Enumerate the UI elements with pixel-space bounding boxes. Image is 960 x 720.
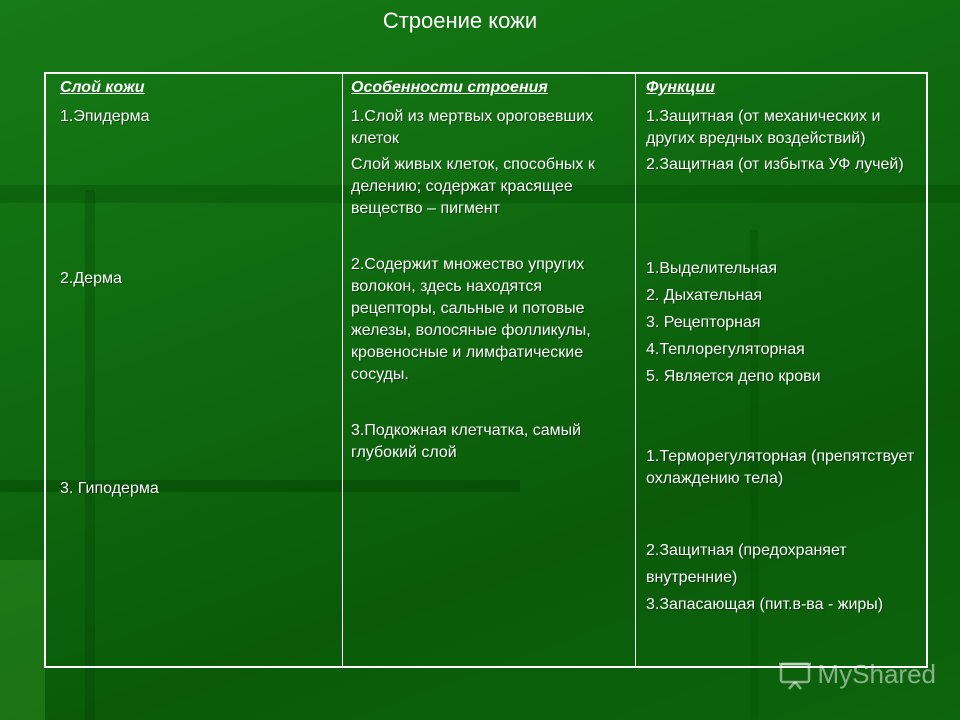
layer-epidermis: 1.Эпидерма: [60, 108, 150, 125]
layer-dermis: 2.Дерма: [60, 270, 122, 287]
function-hypodermis-1: 1.Терморегуляторная (препятствует охлаждению тела): [646, 448, 915, 487]
function-dermis-2: 2. Дыхательная: [646, 287, 763, 304]
watermark-text: MyShared: [817, 659, 936, 689]
presentation-icon: [778, 660, 812, 690]
function-dermis-4: 4.Теплорегуляторная: [646, 341, 805, 358]
header-functions: Функции: [646, 79, 716, 96]
function-hypodermis-2a: 2.Защитная (предохраняет: [646, 542, 847, 559]
header-structure: Особенности строения: [351, 79, 548, 96]
structure-dermis: 2.Содержит множество упругих волокон, здесь находятся рецепторы, сальные и потовые железы, волосяные фолликулы, кровеносные и лимфатические сосуды.: [351, 256, 591, 383]
watermark: [778, 659, 937, 690]
column-functions: [636, 74, 926, 666]
structure-epidermis-1: 1.Слой из мертвых ороговевших клеток: [351, 108, 594, 147]
function-epidermis-2: 2.Защитная (от избытка УФ лучей): [646, 156, 904, 173]
structure-epidermis-2: Слой живых клеток, способных к делению; содержат красящее вещество – пигмент: [351, 156, 595, 217]
slide-title: Строение кожи: [382, 8, 538, 33]
background-stripe: [0, 560, 45, 720]
function-hypodermis-3: 3.Запасающая (пит.в-ва - жиры): [646, 596, 884, 613]
function-dermis-1: 1.Выделительная: [646, 260, 778, 277]
column-structure: [343, 74, 636, 666]
structure-hypodermis: 3.Подкожная клетчатка, самый глубокий слой: [351, 422, 582, 461]
skin-structure-table: [44, 72, 928, 668]
function-hypodermis-2b: внутренние): [646, 569, 738, 586]
function-epidermis-1: 1.Защитная (от механических и других вредных воздействий): [646, 108, 881, 147]
function-dermis-3: 3. Рецепторная: [646, 314, 761, 331]
column-layer: [46, 74, 343, 666]
layer-hypodermis: 3. Гиподерма: [60, 480, 159, 497]
function-dermis-5: 5. Является депо крови: [646, 368, 821, 385]
header-layer: Слой кожи: [60, 79, 145, 96]
